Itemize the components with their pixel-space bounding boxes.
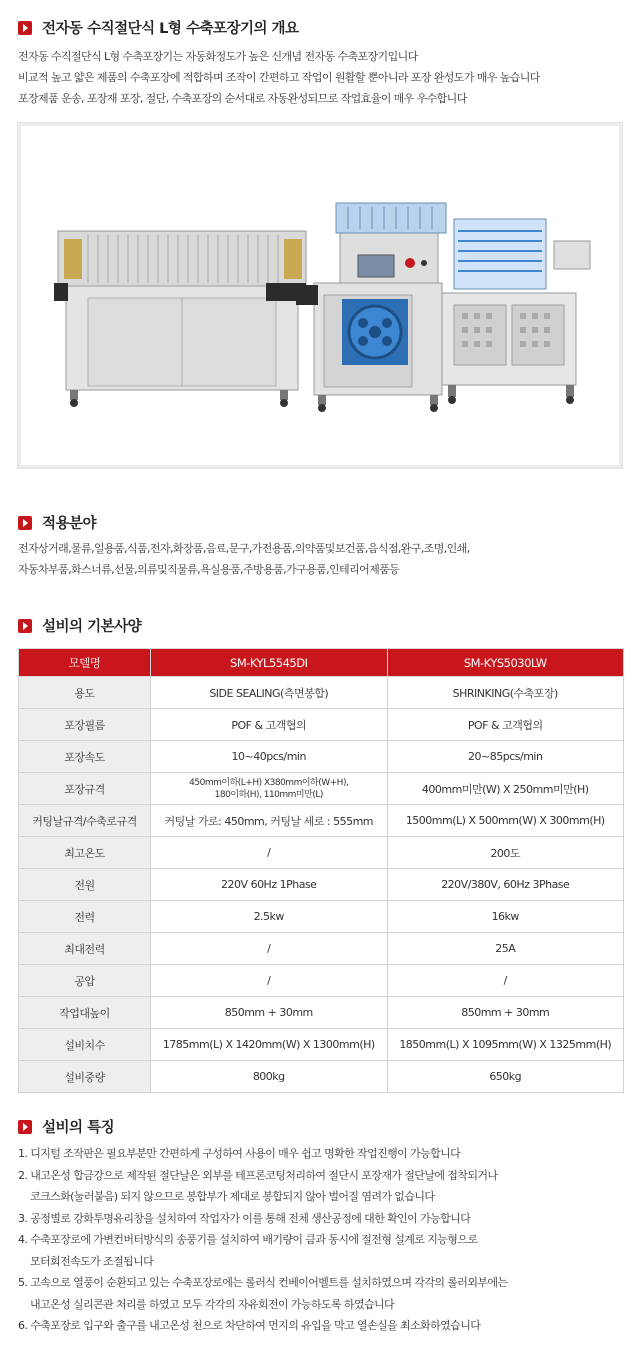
spec-header-model-a: SM-KYL5545DI — [151, 649, 388, 677]
cell-a: 커팅날 가로: 450mm, 커팅날 세로 : 555mm — [151, 805, 388, 837]
cell-a: POF & 고객협의 — [151, 709, 388, 741]
cell-a-line2: 180이하(H), 110mm미만(L) — [214, 789, 323, 800]
cell-a: 10~40pcs/min — [151, 741, 388, 773]
table-row — [19, 709, 624, 741]
cell-b: 20~85pcs/min — [387, 741, 624, 773]
list-item-continued: 코크스화(눌러붙음) 되지 않으므로 봉합부가 제대로 봉합되지 않아 벌어질 염려가 없습니다 — [30, 1190, 435, 1203]
cell-a: 1785mm(L) X 1420mm(W) X 1300mm(H) — [151, 1029, 388, 1061]
cell-b: 850mm + 30mm — [387, 997, 624, 1029]
cell-b: / — [387, 965, 624, 997]
table-row — [19, 677, 624, 709]
table-row — [19, 837, 624, 869]
cell-a — [151, 773, 388, 805]
list-item: 1. 디지털 조작판은 필요부분만 간편하게 구성하여 사용이 매우 쉽고 명확한 작업진행이 가능합니다 — [18, 1147, 461, 1160]
row-label: 공압 — [19, 965, 151, 997]
list-item: 4. 수축포장로에 가변컨버터방식의 송풍기를 설치하여 배기량이 큼과 동시에 절전형 설계로 지능형으로 — [18, 1233, 478, 1246]
row-label: 최고온도 — [19, 837, 151, 869]
list-item-continued: 모터회전속도가 조절됩니다 — [30, 1254, 154, 1268]
red-arrow-icon — [18, 1120, 32, 1134]
applications-text: 전자상거래,물류,일용품,식품,전자,화장품,음료,문구,가전용품,의약품및보건품,음식점,완구,조명,인쇄, 자동차부품,화스너류,선물,의류및직물류,욕실용품,주방용품,가구용품,인테리어제품등 — [18, 542, 470, 576]
list-item: 2. 내고온성 합금강으로 제작된 절단날은 외부를 테프론코팅처리하여 절단시 포장재가 절단날에 접착되거나 — [18, 1168, 498, 1182]
overview-heading: 전자동 수직절단식 L형 수축포장기의 개요 — [18, 17, 299, 38]
cell-a-line1: 450mm이하(L+H) X380mm이하(W+H), — [189, 777, 349, 788]
row-label: 용도 — [19, 677, 151, 709]
cell-b: 200도 — [387, 837, 624, 869]
cell-a: 220V 60Hz 1Phase — [151, 869, 388, 901]
row-label: 포장규격 — [19, 773, 151, 805]
table-row — [19, 805, 624, 837]
cell-b: 400mm미만(W) X 250mm미만(H) — [387, 773, 624, 805]
list-item: 5. 고속으로 열풍이 순환되고 있는 수축포장로에는 롤러식 컨베이어벨트를 설치하였으며 각각의 롤러외부에는 — [18, 1276, 508, 1289]
cell-a: 2.5kw — [151, 901, 388, 933]
row-label: 설비치수 — [19, 1029, 151, 1061]
cell-a: 800kg — [151, 1061, 388, 1093]
cell-b: 650kg — [387, 1061, 624, 1093]
table-row — [19, 1061, 624, 1093]
table-row — [19, 933, 624, 965]
table-row — [19, 869, 624, 901]
spec-header-row — [19, 649, 624, 677]
cell-b: 1500mm(L) X 500mm(W) X 300mm(H) — [387, 805, 624, 837]
table-row — [19, 901, 624, 933]
cell-a: / — [151, 933, 388, 965]
table-row — [19, 741, 624, 773]
red-arrow-icon — [18, 619, 32, 633]
cell-a: 850mm + 30mm — [151, 997, 388, 1029]
features-list — [18, 1143, 507, 1337]
red-arrow-icon — [18, 21, 32, 35]
table-row — [19, 773, 624, 805]
spec-header-model-b: SM-KYS5030LW — [387, 649, 624, 677]
specs-heading: 설비의 기본사양 — [18, 615, 141, 636]
row-label: 작업대높이 — [19, 997, 151, 1029]
list-item-continued: 내고온성 실리콘관 처리를 하였고 모두 각각의 자유회전이 가능하도록 하였습니다 — [30, 1297, 395, 1311]
list-item: 6. 수축포장로 입구와 출구를 내고온성 천으로 차단하여 먼지의 유입을 막고 열손실을 최소화하였습니다 — [18, 1319, 481, 1332]
cell-b: 16kw — [387, 901, 624, 933]
machine-photo — [17, 122, 623, 469]
cell-b: SHRINKING(수축포장) — [387, 677, 624, 709]
row-label: 커팅날규격/수축로규격 — [19, 805, 151, 837]
spec-table — [18, 648, 624, 1093]
row-label: 설비중량 — [19, 1061, 151, 1093]
cell-a: / — [151, 965, 388, 997]
cell-b: POF & 고객협의 — [387, 709, 624, 741]
cell-a: / — [151, 837, 388, 869]
overview-text: 전자동 수직절단식 L형 수축포장기는 자동화정도가 높은 신개념 전자동 수축포장기입니다 비교적 높고 얇은 제품의 수축포장에 적합하며 조작이 간편하고 작업이 원활할 뿐아니라 포장 완성도가 매우 높습니다 포장제품 운송, 포장재 포장, 절단, 수축포장의 순서대로 자동완성되므로 작업효율이 매우 우수합니다 — [18, 50, 540, 105]
table-row — [19, 997, 624, 1029]
row-label: 전력 — [19, 901, 151, 933]
red-arrow-icon — [18, 516, 32, 530]
row-label: 포장속도 — [19, 741, 151, 773]
features-heading: 설비의 특징 — [18, 1116, 114, 1137]
applications-heading: 적용분야 — [18, 512, 96, 533]
cell-b: 220V/380V, 60Hz 3Phase — [387, 869, 624, 901]
spec-header-label: 모델명 — [19, 649, 151, 677]
row-label: 포장필름 — [19, 709, 151, 741]
cell-b: 25A — [387, 933, 624, 965]
cell-a: SIDE SEALING(측면봉합) — [151, 677, 388, 709]
table-row — [19, 965, 624, 997]
row-label: 최대전력 — [19, 933, 151, 965]
table-row — [19, 1029, 624, 1061]
row-label: 전원 — [19, 869, 151, 901]
cell-b: 1850mm(L) X 1095mm(W) X 1325mm(H) — [387, 1029, 624, 1061]
list-item: 3. 공정별로 강화투명유리창을 설치하여 작업자가 이를 통해 전체 생산공정에 대한 확인이 가능합니다 — [18, 1211, 471, 1225]
